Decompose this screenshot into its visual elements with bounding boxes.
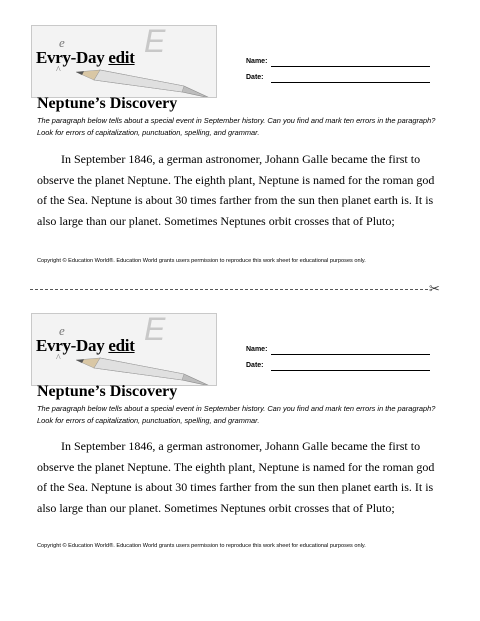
big-letter-e: E	[144, 313, 166, 347]
name-line[interactable]	[271, 354, 430, 355]
everyday-edit-logo	[31, 25, 217, 98]
name-field[interactable]	[246, 346, 267, 353]
inserted-letter: e	[59, 323, 65, 338]
date-label: Date:	[246, 74, 264, 81]
logo-text	[36, 336, 135, 356]
paragraph-text: In September 1846, a german astronomer, Johann Galle became the first to observe the planet Neptune. The eighth plant, Neptune is named for the roman god of the Sea. Neptune is about 30 times farther from the sun then planet earth is. It is also large than our planet. Sometimes Neptunes orbit crosses that of Pluto;	[37, 439, 435, 515]
everyday-edit-logo	[31, 313, 217, 386]
logo-text-suffix: edit	[108, 336, 135, 355]
edit-paragraph	[37, 149, 445, 231]
logo-text-suffix: edit	[108, 48, 135, 67]
logo-text-prefix: Evry-Day	[36, 48, 109, 67]
copyright-notice: Copyright © Education World®. Education World grants users permission to reproduce this work sheet for educational purposes only.	[37, 543, 366, 549]
worksheet-title: Neptune’s Discovery	[37, 95, 178, 112]
worksheet-intro: The paragraph below tells about a special event in September history. Can you find and mark ten errors in the paragraph? Look for errors of capitalization, punctuation, spelling, and grammar.	[37, 116, 436, 137]
logo-text	[36, 48, 135, 68]
worksheet-title: Neptune’s Discovery	[37, 383, 178, 400]
inserted-letter: e	[59, 35, 65, 50]
big-letter-e: E	[144, 25, 166, 59]
name-line[interactable]	[271, 66, 430, 67]
name-label: Name:	[246, 346, 268, 353]
name-field[interactable]	[246, 58, 267, 65]
cut-line	[30, 289, 428, 290]
caret-mark: ^	[56, 65, 61, 76]
edit-paragraph	[37, 436, 445, 518]
date-label: Date:	[246, 362, 264, 369]
copyright-notice: Copyright © Education World®. Education World grants users permission to reproduce this work sheet for educational purposes only.	[37, 258, 366, 264]
date-line[interactable]	[271, 370, 430, 371]
worksheet-intro: The paragraph below tells about a special event in September history. Can you find and mark ten errors in the paragraph? Look for errors of capitalization, punctuation, spelling, and grammar.	[37, 404, 436, 425]
date-field[interactable]	[246, 74, 264, 81]
date-field[interactable]	[246, 362, 264, 369]
caret-mark: ^	[56, 353, 61, 364]
name-label: Name:	[246, 58, 268, 65]
logo-text-prefix: Evry-Day	[36, 336, 109, 355]
scissors-icon: ✂	[429, 282, 440, 297]
date-line[interactable]	[271, 82, 430, 83]
paragraph-text: In September 1846, a german astronomer, Johann Galle became the first to observe the planet Neptune. The eighth plant, Neptune is named for the roman god of the Sea. Neptune is about 30 times farther from the sun then planet earth is. It is also large than our planet. Sometimes Neptunes orbit crosses that of Pluto;	[37, 152, 435, 228]
